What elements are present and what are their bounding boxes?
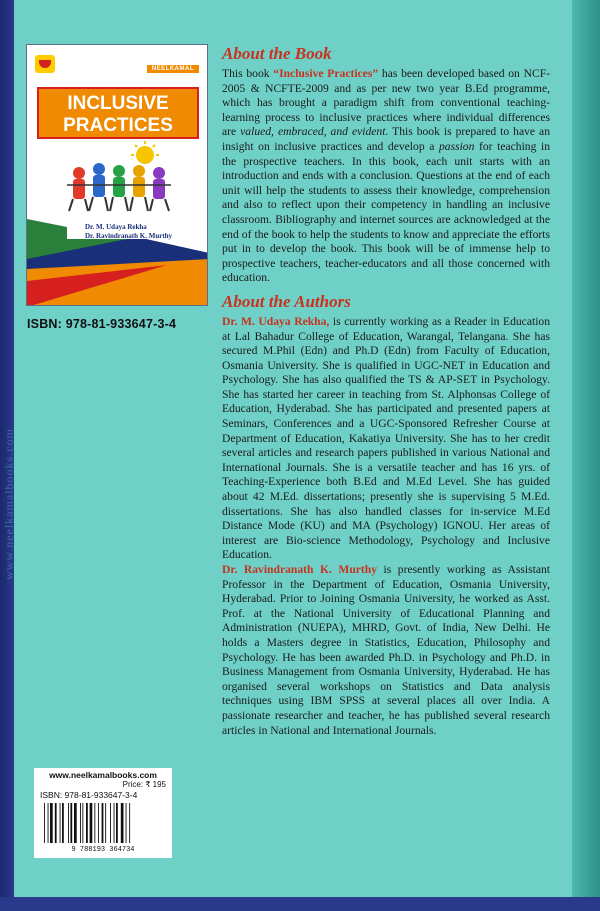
barcode-bar: [48, 803, 49, 843]
author2-paragraph: [222, 563, 550, 738]
about-book-emphasis-2: passion: [438, 139, 475, 153]
author1-bio: is currently working as a Reader in Education at Lal Bahadur College of Education, Warangal, Telangana. She has secured M.Phil (Edn) and Ph.D (Edn) from Faculty of Education, Osmania University. She is qualified in UGC-NET in Education and Psychology. She has also qualified the TS & AP-SET in Psychology. She has started her career in teaching from St. Alphonsas College of Education, Hyderabad. She has participated and presented papers at Seminars, Conferences and a UGC-Sponsored Refresher Course at Department of Education, Kakatiya University. She has to her credit several articles and research papers published in various National and International Journals. She is a versatile teacher and has 16 yrs. of Teaching-Experience both B.Ed and M.Ed Level. She has guided about 42 M.Ed. dissertations; presently she is supervising 5 M.Ed. dissertations. She has also handled classes for in-service M.Ed Distance Mode (KU) and MA (Psychology) IGNOU. Her areas of interest are Bio-science Methodology, Psychology and Inclusive Education.: [222, 314, 551, 562]
website-watermark: www.neelkamalbooks.com: [2, 428, 16, 580]
book-title-reference: “Inclusive Practices”: [273, 67, 379, 80]
barcode-bar: [82, 803, 83, 843]
front-cover-thumbnail: [26, 44, 208, 306]
author2-name: Dr. Ravindranath K. Murthy: [222, 563, 378, 576]
thumbnail-title: [39, 93, 197, 137]
thumbnail-title-box: [37, 87, 199, 139]
about-authors-heading: About the Authors: [222, 291, 351, 311]
barcode-bar: [44, 803, 45, 843]
about-book-text-4: for teaching in the prospective teachers. In this book, each unit starts with an introduction and ends with a conclusion. Questions at the end of each unit will help the students to assess their knowledge, comprehension and also to reflect upon their competency in handling an inclusive classroom. Bibliography and internet sources are acknowledged at the end of the book to help the students to know and appreciate the efforts put in to develop the book. This book will be of immense help to prospective teachers, teacher-educators and all those concerned with education.: [222, 139, 550, 285]
barcode-bar: [50, 803, 53, 843]
isbn-label: ISBN: 978-81-933647-3-4: [27, 317, 177, 331]
barcode-digits: 9 788193 364734: [71, 846, 135, 853]
about-book-paragraph: [222, 67, 550, 286]
barcode-bar: [86, 803, 88, 843]
thumbnail-title-line2: PRACTICES: [63, 115, 173, 136]
barcode-bar: [105, 803, 106, 843]
blurb-content: [222, 44, 550, 738]
right-spine-edge: [572, 0, 600, 911]
thumbnail-authors: [85, 223, 172, 241]
barcode-website: www.neelkamalbooks.com: [49, 770, 157, 780]
barcode-bar: [70, 803, 72, 843]
barcode-price: Price: ₹ 195: [122, 780, 166, 789]
barcode-bar: [68, 803, 69, 843]
barcode-icon: [40, 801, 166, 853]
about-book-heading: About the Book: [222, 44, 332, 63]
about-book-text-2: has been developed based on NCF-2005 & NCFTE-2009 and as per new two year B.Ed programme, which has brought a paradigm shift from conventional teaching-learning process to inclusive practices where individual differences are: [222, 67, 551, 139]
about-book-emphasis-1: valued, embraced, and evident.: [240, 125, 389, 139]
about-book-text-3: This book is prepared to have an insight on inclusive practices and develop a: [222, 125, 551, 153]
thumbnail-author2: Dr. Ravindranath K. Murthy: [85, 232, 173, 240]
barcode-bar: [62, 803, 64, 843]
barcode-bar: [129, 803, 130, 843]
publisher-logo-icon: [35, 55, 55, 73]
children-hand-in-hand-icon: [67, 163, 171, 211]
publisher-badge: NEELKAMAL: [147, 65, 199, 73]
sun-icon: [131, 141, 159, 164]
author1-name: Dr. M. Udaya Rekha,: [222, 314, 330, 328]
barcode-bar: [55, 803, 57, 843]
barcode-bar: [121, 803, 124, 843]
barcode-label: [34, 768, 172, 858]
barcode-bar: [80, 803, 81, 843]
barcode-bar: [126, 803, 127, 843]
barcode-bar: [60, 803, 61, 843]
thumbnail-author1: Dr. M. Udaya Rekha: [85, 223, 147, 231]
thumbnail-title-line1: INCLUSIVE: [67, 93, 169, 114]
barcode-bar: [116, 803, 118, 843]
barcode-bar: [102, 803, 104, 843]
barcode-bar: [110, 803, 111, 843]
barcode-bar: [90, 803, 93, 843]
about-book-text-1: This book: [222, 67, 274, 80]
bottom-edge: [0, 897, 600, 911]
barcode-bar: [94, 803, 95, 843]
barcode-isbn: ISBN: 978-81-933647-3-4: [40, 790, 138, 800]
barcode-bar: [74, 803, 77, 843]
author2-bio: is presently working as Assistant Professor in the Department of Education, Osmania University, Hyderabad. Prior to Joining Osmania University, he worked as Asst. Prof. at the National University of Educational Planning and Administration (NUEPA), MHRD, Govt. of India, New Delhi. He holds a Masters degree in Statistics, Education, Philosophy and Psychology. He has been awarded Ph.D. in Psychology and Ph.D. in Business Management from Osmania University, Hyderabad. He has organised several workshops on Statistics and Data analysis techniques using IBM SPSS at several places all over India. A passionate researcher and teacher, he has published several research articles in National and International Journals.: [222, 563, 550, 737]
author1-paragraph: [222, 315, 550, 563]
barcode-bar: [114, 803, 115, 843]
barcode-bar: [98, 803, 99, 843]
